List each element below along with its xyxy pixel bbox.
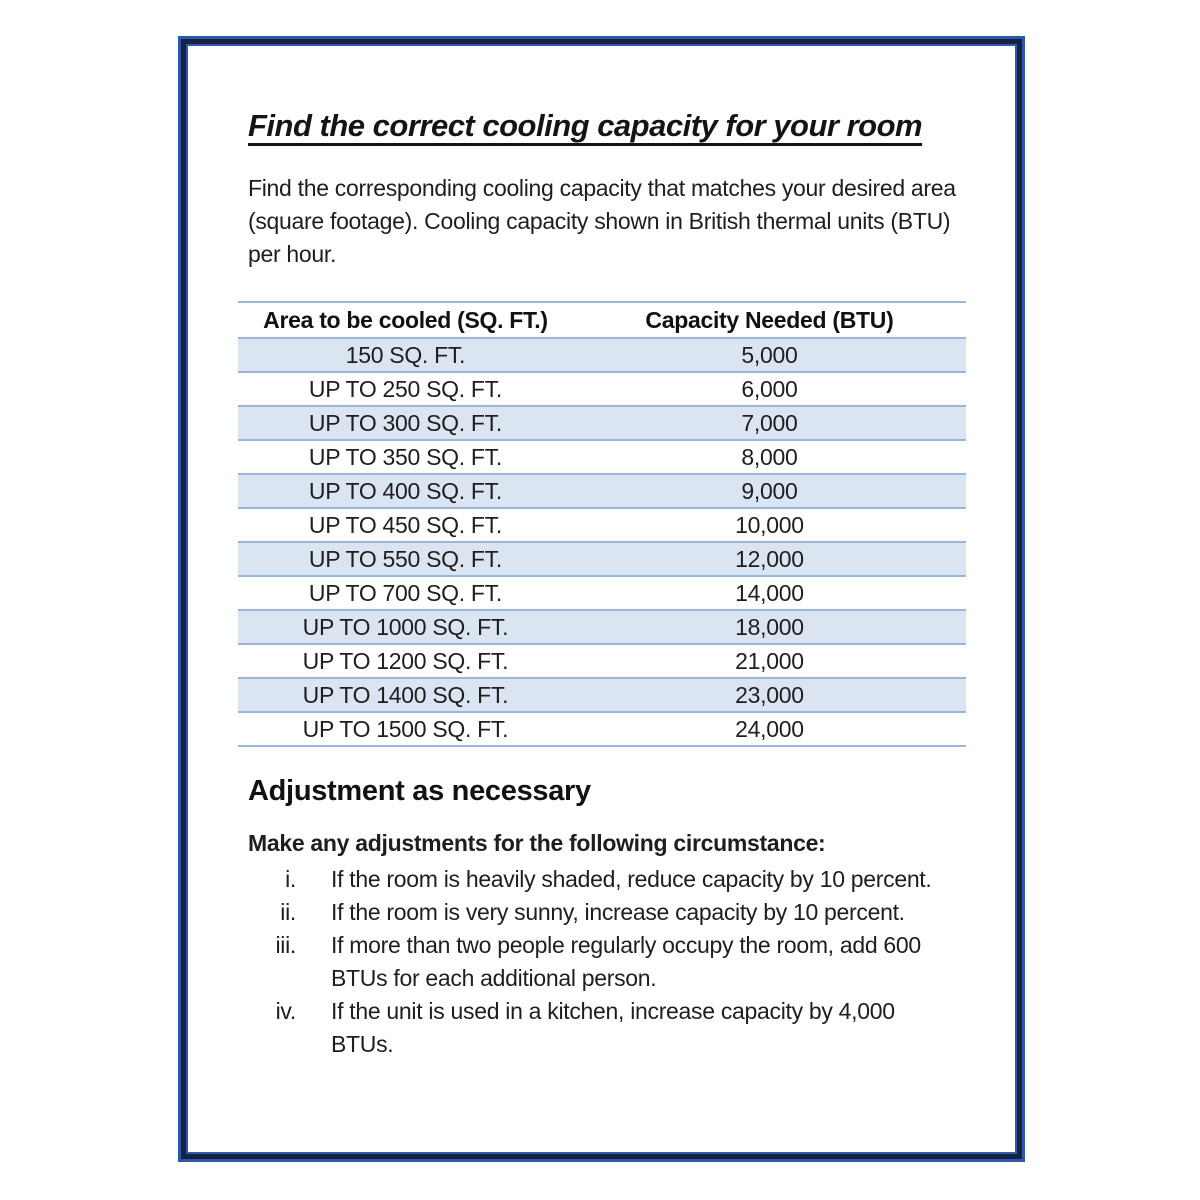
list-item-text: If more than two people regularly occupy the room, add 600 BTUs for each additional person.	[331, 932, 921, 991]
table-row	[238, 474, 966, 508]
capacity-cell: 14,000	[573, 576, 966, 610]
table-row	[238, 542, 966, 576]
adjustment-list	[248, 863, 957, 1061]
capacity-cell: 7,000	[573, 406, 966, 440]
capacity-cell: 24,000	[573, 712, 966, 746]
area-cell: UP TO 250 SQ. FT.	[238, 372, 573, 406]
table-row	[238, 372, 966, 406]
intro-paragraph: Find the corresponding cooling capacity that matches your desired area (square footage). Cooling capacity shown in British thermal units (BTU) per hour.	[248, 175, 956, 267]
capacity-cell: 21,000	[573, 644, 966, 678]
table-row	[238, 610, 966, 644]
cooling-capacity-table	[238, 301, 966, 747]
list-item-text: If the room is very sunny, increase capacity by 10 percent.	[331, 899, 905, 925]
table-row	[238, 406, 966, 440]
table-row	[238, 508, 966, 542]
list-item	[248, 995, 957, 1061]
table-row	[238, 440, 966, 474]
list-item-marker: i.	[285, 866, 296, 892]
list-item	[248, 896, 957, 929]
capacity-cell: 6,000	[573, 372, 966, 406]
capacity-cell: 10,000	[573, 508, 966, 542]
area-cell: UP TO 450 SQ. FT.	[238, 508, 573, 542]
adjustments-lead: Make any adjustments for the following circumstance:	[248, 830, 826, 856]
capacity-cell: 9,000	[573, 474, 966, 508]
column-header-area: Area to be cooled (SQ. FT.)	[238, 302, 573, 338]
list-item-text: If the unit is used in a kitchen, increase capacity by 4,000 BTUs.	[331, 998, 895, 1057]
area-cell: UP TO 550 SQ. FT.	[238, 542, 573, 576]
table-header-row	[238, 302, 966, 338]
list-item	[248, 929, 957, 995]
list-item-marker: iv.	[275, 998, 296, 1024]
list-item-marker: ii.	[280, 899, 296, 925]
page-title: Find the correct cooling capacity for your room	[248, 108, 923, 143]
table-row	[238, 338, 966, 372]
area-cell: UP TO 300 SQ. FT.	[238, 406, 573, 440]
capacity-cell: 8,000	[573, 440, 966, 474]
table-row	[238, 576, 966, 610]
table-row	[238, 712, 966, 746]
area-cell: UP TO 1200 SQ. FT.	[238, 644, 573, 678]
capacity-cell: 12,000	[573, 542, 966, 576]
capacity-cell: 5,000	[573, 338, 966, 372]
table-row	[238, 678, 966, 712]
area-cell: UP TO 700 SQ. FT.	[238, 576, 573, 610]
capacity-cell: 18,000	[573, 610, 966, 644]
area-cell: UP TO 1500 SQ. FT.	[238, 712, 573, 746]
area-cell: UP TO 1400 SQ. FT.	[238, 678, 573, 712]
list-item-marker: iii.	[275, 932, 296, 958]
adjustment-section-heading: Adjustment as necessary	[248, 775, 591, 807]
column-header-capacity: Capacity Needed (BTU)	[573, 302, 966, 338]
area-cell: UP TO 1000 SQ. FT.	[238, 610, 573, 644]
list-item-text: If the room is heavily shaded, reduce capacity by 10 percent.	[331, 866, 932, 892]
area-cell: UP TO 350 SQ. FT.	[238, 440, 573, 474]
list-item	[248, 863, 957, 896]
table-row	[238, 644, 966, 678]
capacity-cell: 23,000	[573, 678, 966, 712]
document-page	[181, 39, 1022, 1159]
area-cell: 150 SQ. FT.	[238, 338, 573, 372]
area-cell: UP TO 400 SQ. FT.	[238, 474, 573, 508]
